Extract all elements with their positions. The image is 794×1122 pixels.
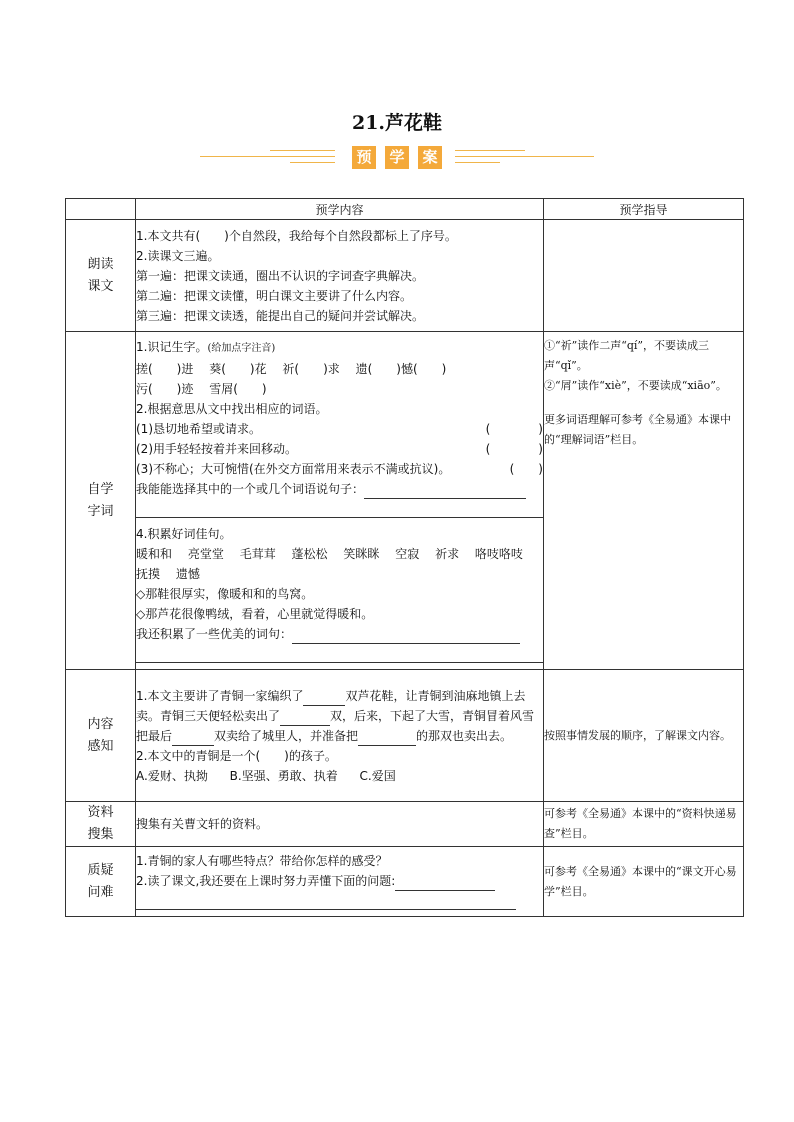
reading-line-1: 1.本文共有( )个自然段，我给每个自然段都标上了序号。	[136, 228, 457, 243]
sentence-prompt-line	[136, 479, 543, 499]
label-line: 质疑	[87, 862, 114, 878]
good-word: 笑眯眯	[343, 546, 380, 561]
option-b: B.坚强、勇敢、执着	[229, 768, 338, 783]
p1-blank-1[interactable]	[303, 691, 345, 706]
accumulate-blank[interactable]	[292, 629, 520, 644]
option-a: A.爱财、执拗	[136, 768, 208, 783]
good-word: 暖和和	[136, 546, 173, 561]
good-words-line-2	[136, 564, 543, 584]
good-word: 毛茸茸	[239, 546, 276, 561]
row-label-questions	[66, 847, 136, 917]
p1-text: 双，后来，下起了大雪，青铜冒着风雪把最后	[136, 708, 535, 743]
row-label-words	[66, 332, 136, 670]
char-item: 污( )迹	[136, 381, 194, 396]
meaning-text: (2)用手轻轻按着并来回移动。	[136, 441, 297, 456]
char-item: 遗( )憾( )	[355, 361, 447, 376]
row-words	[66, 332, 744, 670]
guide-note-2: ②“屑”读作“xiè”，不要读成“xiāo”。	[544, 379, 727, 392]
words-content	[136, 332, 544, 670]
banner-char-1: 预	[352, 146, 376, 169]
p1-blank-2[interactable]	[280, 711, 330, 726]
row-questions	[66, 847, 744, 917]
accumulate-answer-line[interactable]	[136, 644, 543, 663]
label-line: 课文	[87, 278, 114, 294]
p1-text: 双卖给了城里人，并准备把	[214, 728, 359, 743]
header-row	[66, 199, 744, 220]
label-line: 朗读	[87, 256, 114, 272]
questions-q1: 1.青铜的家人有哪些特点？带给你怎样的感受？	[136, 854, 388, 868]
char-item: 祈( )求	[282, 361, 340, 376]
good-word: 抚摸	[136, 566, 161, 581]
guide-note-1: ①“祈”读作二声“qí”，不要读成三声“qǐ”。	[544, 339, 710, 372]
label-line: 搜集	[87, 827, 114, 842]
q1-title: 1.识记生字。	[136, 339, 208, 354]
p1-text: 的那双也卖出去。	[416, 728, 513, 743]
good-words-line-1	[136, 544, 543, 564]
reading-line-5: 第三遍：把课文读透，能提出自己的疑问并尝试解决。	[136, 308, 425, 323]
meaning-blank: ( )	[485, 441, 543, 456]
label-line: 资料	[87, 805, 114, 820]
words-q4: 4.积累好词佳句。	[136, 526, 232, 541]
p1-text: 1.本文主要讲了青铜一家编织了	[136, 688, 304, 703]
reading-line-2: 2.读课文三遍。	[136, 248, 220, 263]
guide-note-3: 更多词语理解可参考《全易通》本课中的“理解词语”栏目。	[544, 413, 731, 446]
chars-line-2	[136, 379, 543, 399]
questions-q2: 2.读了课文,我还要在上课时努力弄懂下面的问题:	[136, 874, 396, 888]
row-label-reading	[66, 220, 136, 332]
reading-guide	[544, 220, 744, 332]
reading-line-3: 第一遍：把课文读通，圈出不认识的字词查字典解决。	[136, 268, 425, 283]
title-banner	[200, 142, 594, 172]
row-reading	[66, 220, 744, 332]
p1-blank-4[interactable]	[358, 731, 416, 746]
char-item: 葵( )花	[209, 361, 267, 376]
sentence-prompt: 我能能选择其中的一个或几个词语说句子：	[136, 481, 365, 496]
perception-content	[136, 670, 544, 802]
questions-content	[136, 847, 544, 917]
q1-note: (给加点字注音)	[207, 342, 276, 354]
chars-line-1	[136, 359, 543, 379]
perception-q2: 2.本文中的青铜是一个( )的孩子。	[136, 748, 337, 763]
char-item: 搓( )进	[136, 361, 194, 376]
banner-char-2: 学	[385, 146, 409, 169]
meaning-text: (1)恳切地希望或请求。	[136, 421, 261, 436]
header-content: 预学内容	[136, 199, 544, 220]
reading-content	[136, 220, 544, 332]
header-blank	[66, 199, 136, 220]
perception-options	[136, 766, 543, 786]
good-word: 蓬松松	[291, 546, 328, 561]
preview-table	[65, 198, 744, 917]
questions-blank[interactable]	[395, 876, 495, 891]
label-line: 自学	[87, 481, 114, 497]
row-label-perception	[66, 670, 136, 802]
questions-guide: 可参考《全易通》本课中的“课文开心易学”栏目。	[544, 847, 744, 917]
good-word: 遗憾	[175, 566, 200, 581]
p1-text: 双芦花鞋，让青铜到油麻地镇上去卖。青铜三天便轻松卖出了	[136, 688, 526, 723]
banner-char-3: 案	[418, 146, 442, 169]
meaning-blank: ( )	[509, 461, 543, 476]
good-sentence-1: ◇那鞋很厚实，像暖和和的鸟窝。	[136, 586, 314, 601]
good-word: 空寂	[395, 546, 420, 561]
label-line: 感知	[87, 738, 114, 754]
accumulate-prompt-line	[136, 624, 543, 644]
header-guide: 预学指导	[544, 199, 744, 220]
option-c: C.爱国	[359, 768, 396, 783]
p1-blank-3[interactable]	[172, 731, 214, 746]
words-guide	[544, 332, 744, 670]
meaning-blank: ( )	[485, 421, 543, 436]
label-line: 字词	[87, 503, 114, 519]
words-q2: 2.根据意思从文中找出相应的词语。	[136, 401, 328, 416]
good-sentence-2: ◇那芦花很像鸭绒，看着，心里就觉得暖和。	[136, 606, 374, 621]
meaning-text: (3)不称心；大可惋惜(在外交方面常用来表示不满或抗议)。	[136, 461, 451, 476]
perception-guide: 按照事情发展的顺序，了解课文内容。	[544, 670, 744, 802]
sentence-blank[interactable]	[364, 484, 526, 499]
materials-guide: 可参考《全易通》本课中的“资料快递易查”栏目。	[544, 802, 744, 847]
label-line: 内容	[87, 716, 114, 732]
questions-q2-line	[136, 871, 543, 891]
reading-line-4: 第二遍：把课文读懂，明白课文主要讲了什么内容。	[136, 288, 413, 303]
char-item: 雪屑( )	[209, 381, 267, 396]
perception-q1	[136, 686, 543, 746]
good-word: 祈求	[435, 546, 460, 561]
row-materials	[66, 802, 744, 847]
meaning-3	[136, 459, 543, 479]
good-word: 咯吱咯吱	[474, 546, 523, 561]
meaning-2	[136, 439, 543, 459]
questions-answer-line[interactable]	[136, 891, 516, 910]
words-q1	[136, 337, 543, 359]
good-word: 亮堂堂	[187, 546, 224, 561]
meaning-1	[136, 419, 543, 439]
sentence-answer-line[interactable]	[136, 499, 543, 518]
page-title: 21.芦花鞋	[351, 112, 443, 134]
materials-content: 搜集有关曹文轩的资料。	[136, 802, 544, 847]
label-line: 问难	[87, 884, 114, 900]
row-perception	[66, 670, 744, 802]
row-label-materials	[66, 802, 136, 847]
accumulate-prompt: 我还积累了一些优美的词句：	[136, 626, 293, 641]
